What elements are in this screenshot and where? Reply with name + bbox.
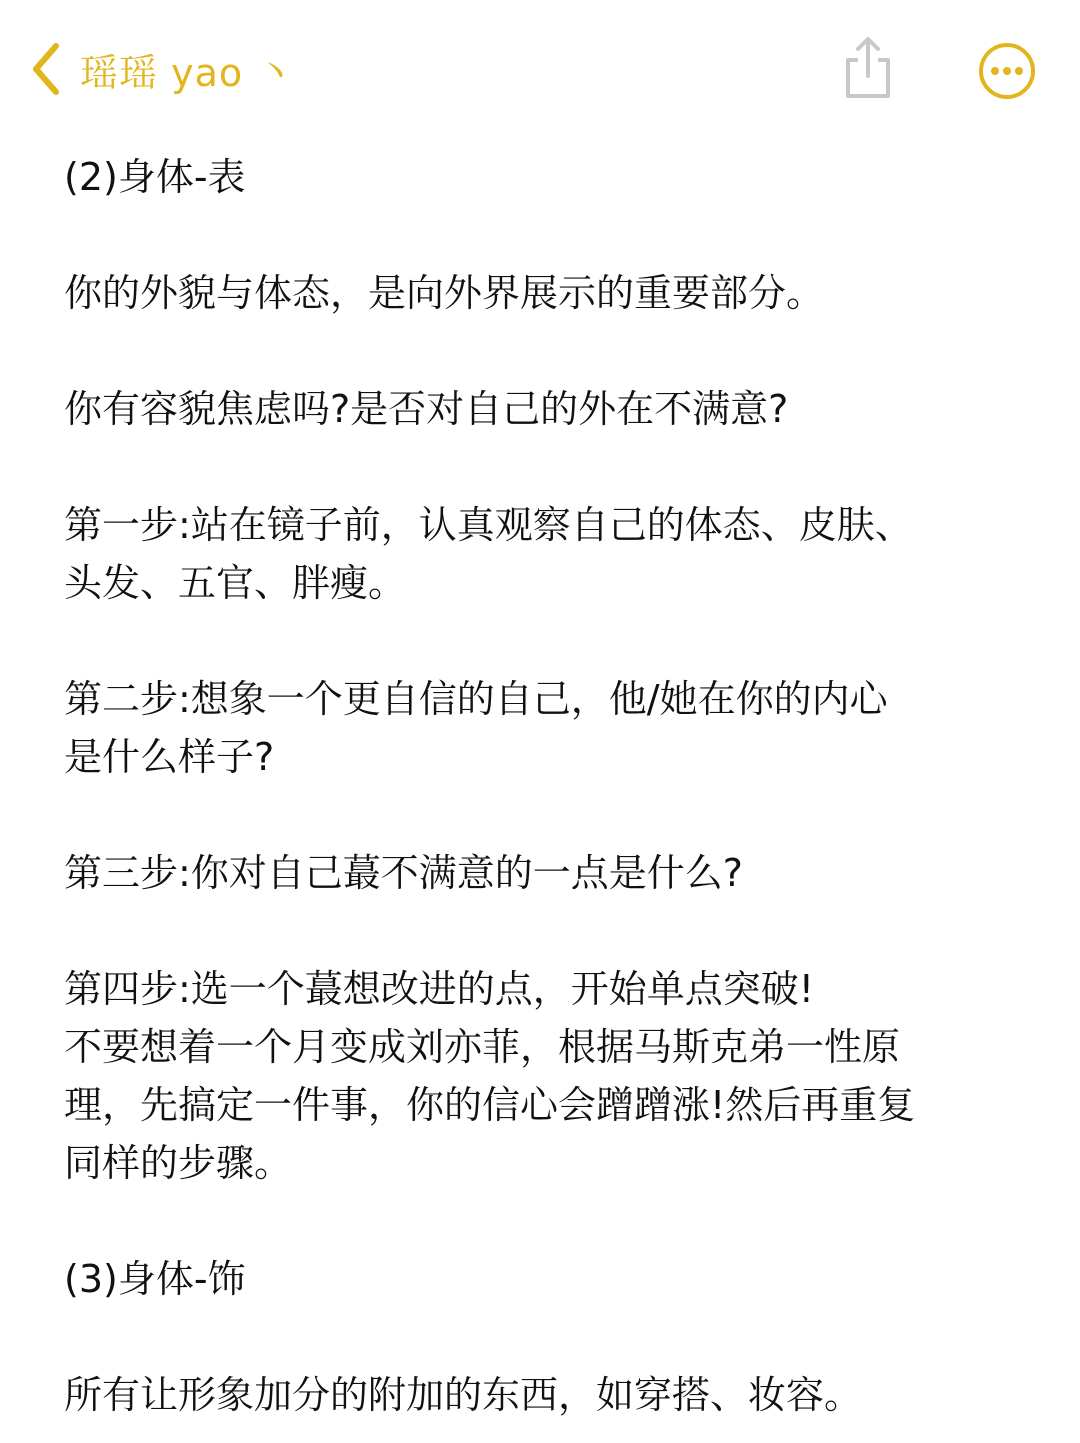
note-line: 第二步:想象一个更自信的自己，他/她在你的内心 [64,677,888,721]
note-line: 是什么样子? [64,735,275,779]
share-icon [838,85,898,104]
blank-line [64,206,1004,264]
blank-line [64,902,1004,960]
note-line: 同样的步骤。 [64,1141,293,1185]
back-button[interactable] [28,38,295,100]
share-button[interactable] [838,34,898,104]
note-line: 所有让形象加分的附加的东西，如穿搭、妆容。 [64,1373,863,1417]
more-icon [978,85,1036,104]
blank-line [64,322,1004,380]
note-line: 你的外貌与体态，是向外界展示的重要部分。 [64,271,825,315]
note-line: (2)身体-表 [64,155,246,199]
note-line: 头发、五官、胖瘦。 [64,561,407,605]
blank-line [64,612,1004,670]
blank-line [64,786,1004,844]
more-button[interactable] [978,42,1036,104]
blank-line [64,438,1004,496]
note-line: 第一步:站在镜子前，认真观察自己的体态、皮肤、 [64,503,913,547]
note-line: 你有容貌焦虑吗?是否对自己的外在不满意? [64,387,789,431]
note-line: 第三步:你对自己蕞不满意的一点是什么? [64,851,743,895]
blank-line [64,1308,1004,1366]
back-label: 瑶瑶 yao 丶 [80,50,296,95]
blank-line [64,1192,1004,1250]
note-line: 第四步:选一个蕞想改进的点，开始单点突破! [64,967,815,1011]
note-body[interactable] [64,148,1004,1424]
chevron-left-icon [28,38,62,100]
note-line: 理，先搞定一件事，你的信心会蹭蹭涨!然后再重复 [64,1083,916,1127]
navigation-bar [0,0,1080,140]
note-line: (3)身体-饰 [64,1257,246,1301]
note-line: 不要想着一个月变成刘亦菲，根据马斯克弟一性原 [64,1025,901,1069]
